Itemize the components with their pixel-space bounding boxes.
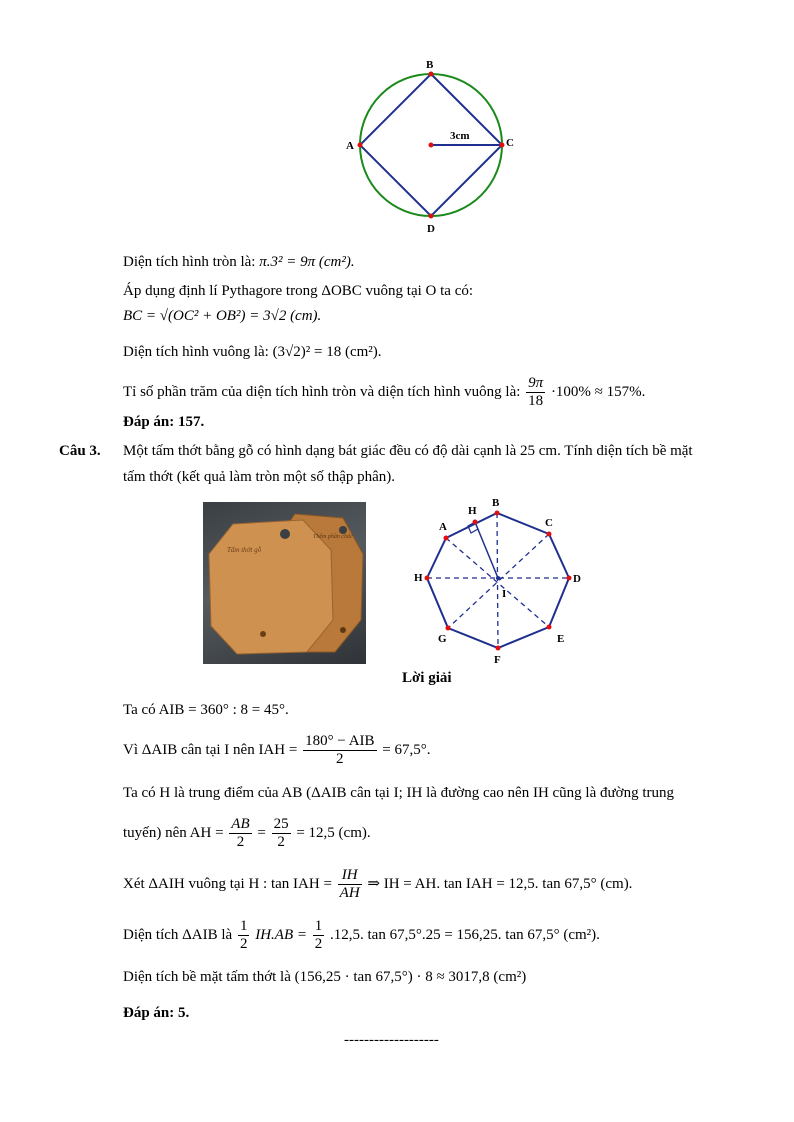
question-number: Câu 3. — [59, 443, 101, 459]
ratio-denominator: 18 — [528, 393, 544, 410]
altitude-IH — [475, 522, 498, 578]
solution-step-1: Ta có AIB = 360° : 8 = 45°. — [123, 702, 289, 718]
s6-post: .12,5. tan 67,5°.25 = 156,25. tan 67,5° (cm²). — [330, 927, 600, 943]
circle-area-text: Diện tích hình tròn là: — [123, 254, 256, 270]
point-C — [500, 143, 505, 148]
s5-numerator: IH — [338, 867, 362, 885]
circle-square-figure — [335, 55, 535, 235]
s4-fraction-2 — [272, 816, 291, 851]
s6-num2: 1 — [314, 918, 323, 935]
s4-pre: tuyến) nên AH = — [123, 825, 224, 841]
oct-label-G: G — [438, 633, 447, 645]
answer-157: Đáp án: 157. — [123, 414, 205, 430]
s4-den2: 2 — [277, 834, 285, 851]
s6-fraction-2 — [313, 918, 325, 953]
oct-label-D: D — [573, 573, 581, 585]
square-area-expr: (3√2)² = 18 (cm²). — [272, 344, 382, 360]
ratio-fraction — [526, 375, 545, 410]
solution-step-2 — [123, 730, 431, 770]
label-radius: 3cm — [450, 130, 470, 142]
label-B: B — [426, 59, 434, 71]
label-C: C — [506, 137, 514, 149]
oct-label-E: E — [557, 633, 565, 645]
cutting-board-photo — [203, 502, 366, 664]
question-line-1: Một tấm thớt bằng gỗ có hình dạng bát giác đều có độ dài cạnh là 25 cm. Tính diện tích bề mặt — [123, 443, 693, 459]
oct-label-Hfoot: H — [468, 505, 477, 517]
s2-post: = 67,5°. — [382, 742, 431, 758]
solution-step-5 — [123, 864, 632, 904]
point-A — [358, 143, 363, 148]
s5-fraction — [338, 867, 362, 902]
ratio-numerator: 9π — [528, 375, 544, 392]
square-area-text: Diện tích hình vuông là: — [123, 344, 269, 360]
label-D: D — [427, 223, 435, 235]
point-B — [429, 72, 434, 77]
answer-5: Đáp án: 5. — [123, 1005, 190, 1021]
solution-step-3: Ta có H là trung điểm của AB (ΔAIB cân tại I; IH là đường cao nên IH cũng là đường trung — [123, 785, 674, 801]
octagon-figure — [405, 492, 590, 670]
question-line-2: tấm thớt (kết quả làm tròn một số thập phân). — [123, 469, 396, 485]
s4-fraction-1 — [229, 816, 251, 851]
bc-expression: BC = √(OC² + OB²) = 3√2 (cm). — [123, 308, 322, 324]
point-O — [429, 143, 434, 148]
s6-num1: 1 — [239, 918, 248, 935]
s6-fraction-1 — [238, 918, 250, 953]
pythagore-line: Áp dụng định lí Pythagore trong ΔOBC vuông tại O ta có: — [123, 283, 474, 299]
oct-label-I: I — [502, 588, 507, 600]
divider: ------------------- — [344, 1032, 439, 1048]
ratio-text: Tỉ số phần trăm của diện tích hình tròn và diện tích hình vuông là: — [123, 384, 521, 400]
s2-numerator: 180° − AIB — [305, 733, 375, 750]
s5-post: ⇒ IH = AH. tan IAH = 12,5. tan 67,5° (cm). — [367, 876, 633, 892]
s4-num2: 25 — [273, 816, 289, 833]
s4-den1: 2 — [236, 834, 245, 851]
s5-pre: Xét ΔAIH vuông tại H : tan IAH = — [123, 876, 332, 892]
s4-num1: AB — [231, 816, 250, 833]
solution-step-4 — [123, 813, 371, 853]
ratio-rest: ·100% ≈ 157%. — [550, 384, 646, 400]
s5-denominator: AH — [339, 885, 360, 902]
solution-title: Lời giải — [402, 670, 452, 686]
s2-pre: Vì ΔAIB cân tại I nên IAH = — [123, 742, 298, 758]
oct-label-A: A — [439, 521, 447, 533]
oct-label-B: B — [492, 497, 500, 509]
s2-fraction — [303, 733, 376, 768]
photo-engraving-1: Tấm thớt gỗ — [227, 546, 262, 554]
point-D — [429, 214, 434, 219]
ratio-line — [123, 373, 645, 411]
circle-area-expr: π.3² = 9π (cm²). — [259, 254, 355, 270]
photo-engraving-2: Thêm phần chắc — [313, 534, 353, 540]
s6-mid: IH.AB = — [255, 927, 307, 943]
oct-label-H: H — [414, 572, 423, 584]
square-area-line — [123, 342, 382, 362]
oct-label-C: C — [545, 517, 553, 529]
oct-label-F: F — [494, 654, 501, 666]
s4-mid: = — [257, 825, 266, 841]
cutting-board-illustration — [203, 502, 366, 664]
solution-step-6 — [123, 915, 600, 955]
s6-pre: Diện tích ΔAIB là — [123, 927, 233, 943]
s4-post: = 12,5 (cm). — [296, 825, 371, 841]
label-A: A — [346, 140, 354, 152]
s2-denominator: 2 — [336, 751, 344, 768]
circle-area-line — [123, 252, 355, 272]
s6-den1: 2 — [239, 936, 248, 953]
solution-step-7: Diện tích bề mặt tấm thớt là (156,25 · tan 67,5°) · 8 ≈ 3017,8 (cm²) — [123, 969, 527, 985]
s6-den2: 2 — [314, 936, 323, 953]
